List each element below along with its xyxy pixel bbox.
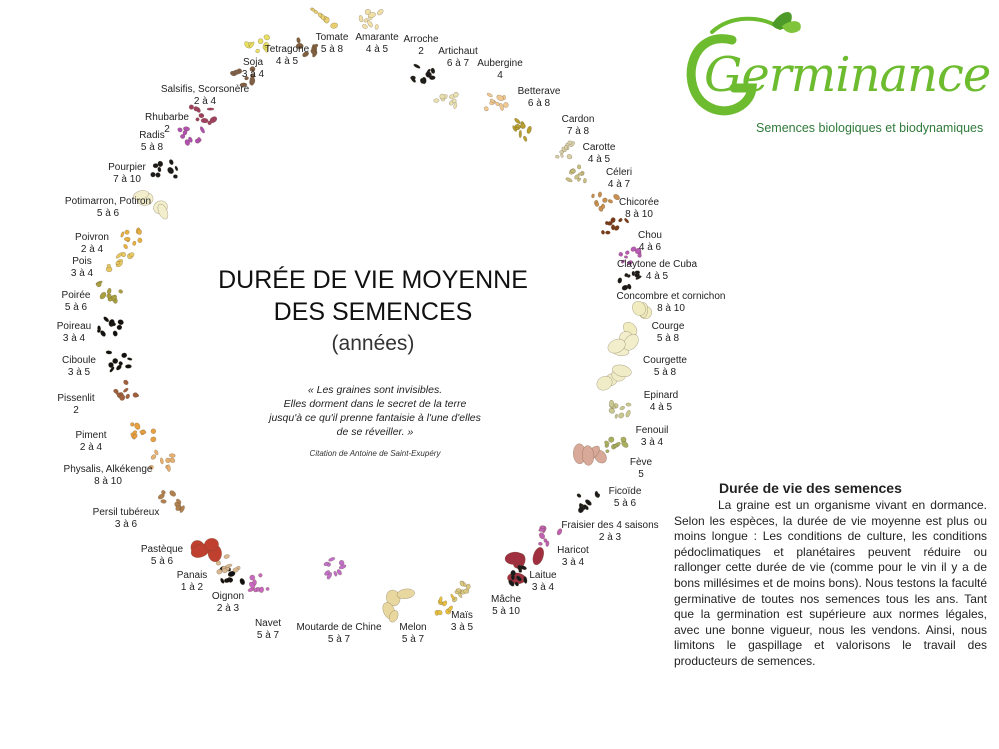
seed [103, 316, 110, 323]
seed-years: 4 à 5 [587, 154, 611, 165]
seed [169, 457, 176, 464]
seed [160, 499, 166, 503]
seed [263, 34, 270, 41]
seed-years: 1 à 2 [180, 582, 204, 593]
seed-label [355, 32, 398, 56]
seed-cluster [380, 588, 415, 624]
seed [626, 403, 631, 407]
seed-name: Piment [75, 430, 107, 441]
seed-label [477, 58, 523, 82]
seed [560, 153, 564, 157]
seed-years: 4 à 5 [645, 271, 669, 282]
seed [257, 38, 263, 45]
seed [376, 8, 384, 16]
seed-cluster [594, 363, 633, 393]
seed-label [652, 321, 685, 345]
seed [625, 410, 631, 418]
logo-vine-top [712, 19, 780, 32]
seed-label [108, 162, 146, 186]
seed-years: 2 à 4 [193, 96, 217, 107]
seed-years: 5 à 8 [653, 367, 677, 378]
seed [328, 556, 336, 562]
seed [598, 192, 602, 198]
seed-label [491, 594, 521, 618]
seed [169, 453, 175, 457]
seed-years: 5 à 7 [401, 634, 425, 645]
seed-years: 2 à 4 [79, 442, 103, 453]
seed [123, 379, 130, 386]
seed-years: 2 [73, 405, 79, 416]
seed-name: Ficoïde [608, 486, 642, 497]
seed-label [141, 544, 183, 568]
seed-years: 2 à 4 [80, 244, 104, 255]
quote-line-3: jusqu'à ce qu'il prenne fantaisie à l'une d'elles [269, 412, 481, 424]
seed [514, 117, 521, 124]
seed-label [644, 390, 678, 414]
brand-name: Germinance [704, 47, 991, 103]
seed-name: Panais [176, 570, 208, 581]
seed [130, 422, 134, 426]
seed-years: 2 [418, 46, 424, 57]
seed-name: Radis [139, 130, 165, 141]
seed-label [529, 570, 556, 594]
seed [118, 289, 123, 294]
seed [107, 264, 111, 267]
seed-cluster [148, 449, 175, 471]
quote-line-4: de se réveiller. » [336, 426, 414, 438]
seed-years: 7 à 8 [566, 126, 590, 137]
seed [168, 159, 174, 165]
seed [255, 49, 260, 54]
seed-cluster [113, 379, 139, 401]
seed-years: 5 à 8 [320, 44, 344, 55]
seed-cluster [604, 436, 630, 453]
seed-name: Fève [629, 457, 653, 468]
seed [433, 98, 439, 103]
seed-years: 6 à 7 [446, 58, 470, 69]
seed-cluster [483, 92, 508, 111]
seed-name: Céleri [605, 167, 633, 178]
seed-cluster [512, 117, 533, 142]
seed [538, 542, 542, 546]
seed [515, 127, 519, 130]
seed [576, 493, 581, 498]
seed-label [255, 618, 281, 642]
seed [157, 167, 161, 172]
info-text: La graine est un organisme vivant en dormance. Selon les espèces, la durée de vie moyenne est plus ou moins longue : Les conditions de culture, les conditions pédoclimatiques et planétaires peuvent réduire ou rallonger cette durée de vie (comme pour le vin il y a de bons millésimes et de moins bons). Nous testons la faculté germinative de toutes nos semences tous les ans. Tant que la germination est supérieure aux normes légales, avec une bonne vigueur, nous les vendons. Ainsi, nous limitons le gaspillage et valorisons le travail des producteurs de semences. [674, 498, 987, 668]
seed [577, 165, 581, 169]
seed-label [75, 430, 106, 454]
seed [239, 578, 246, 586]
seed-years: 8 à 10 [94, 476, 122, 487]
seed [207, 108, 214, 111]
seed-label [71, 256, 93, 280]
seed-label [62, 355, 96, 379]
seed [167, 464, 171, 471]
seed-cluster [157, 489, 185, 513]
seed-years: 2 [164, 124, 170, 135]
seed-label [438, 46, 477, 70]
seed-name: Mâche [490, 594, 522, 605]
seed [531, 546, 546, 566]
seed-cluster [189, 537, 222, 562]
seed-name: Soja [242, 57, 263, 68]
seed-name: Claytone de Cuba [616, 259, 698, 270]
quote-citation: Citation de Antoine de Saint-Exupéry [309, 449, 441, 458]
seed [625, 250, 630, 255]
seed [440, 94, 446, 99]
seed-name: Salsifis, Scorsonère [160, 84, 250, 95]
seed-years: 5 [638, 469, 644, 480]
seed [519, 130, 522, 137]
seed [606, 450, 610, 453]
seed [296, 37, 301, 43]
seed [111, 323, 116, 327]
seed-name: Haricot [557, 545, 589, 556]
title-unit: (années) [331, 332, 415, 355]
seed [127, 357, 132, 360]
page-title [218, 264, 528, 360]
title-line-1: DURÉE DE VIE MOYENNE [218, 266, 528, 294]
seed [169, 489, 177, 497]
seed [138, 238, 143, 243]
seed-name: Cardon [561, 114, 595, 125]
seed-years: 3 à 4 [70, 268, 94, 279]
seed-years: 2 à 3 [598, 532, 622, 543]
seed-years: 8 à 10 [657, 303, 685, 314]
seed-label [65, 196, 151, 220]
seed [112, 330, 118, 337]
seed-years: 3 à 4 [62, 333, 86, 344]
seed-cluster [130, 422, 157, 443]
info-heading: Durée de vie des semences [719, 480, 902, 496]
seed-years: 4 à 7 [607, 179, 631, 190]
seed-cluster [591, 192, 621, 212]
seed-label [75, 232, 109, 256]
seed-label [518, 86, 561, 110]
seed [618, 252, 623, 257]
quote [245, 383, 505, 439]
seed-name: Physalis, Alkékenge [63, 464, 153, 475]
seed [555, 155, 560, 159]
seed [99, 291, 108, 300]
seed-cluster [608, 400, 631, 419]
seed-cluster [247, 573, 269, 593]
seed-label [212, 591, 244, 615]
seed-label [636, 425, 669, 449]
seed-cluster [555, 140, 576, 160]
seed [564, 145, 567, 150]
seed-name: Carotte [582, 142, 616, 153]
seed [199, 126, 205, 134]
seed-cluster [150, 159, 179, 179]
seed [602, 197, 609, 203]
brand-tagline: Semences biologiques et biodynamiques [756, 121, 984, 135]
seed-cluster [106, 251, 135, 272]
seed-name: Fenouil [635, 425, 669, 436]
seed-name: Courgette [643, 355, 687, 366]
seed [107, 288, 112, 295]
seed [133, 392, 138, 397]
seed-name: Courge [651, 321, 685, 332]
seed [153, 163, 158, 167]
seed-years: 5 à 8 [656, 333, 680, 344]
seed [117, 319, 124, 326]
seed-years: 3 à 5 [450, 622, 474, 633]
seed-label [617, 259, 697, 283]
seed [258, 573, 263, 578]
seed-name: Rhubarbe [145, 112, 189, 123]
seed-years: 5 à 6 [150, 556, 174, 567]
seed-years: 8 à 10 [625, 209, 653, 220]
seed-label [561, 520, 658, 544]
seed-name: Pastèque [140, 544, 184, 555]
seed [125, 364, 131, 368]
seed [173, 174, 178, 178]
seed [583, 178, 586, 183]
seed [330, 22, 338, 29]
seed-label [145, 112, 189, 136]
seed-cluster [95, 280, 123, 304]
seed-name: Persil tubéreux [92, 507, 160, 518]
seed-years: 4 [497, 70, 503, 81]
seed-name: Aubergine [477, 58, 523, 69]
seed-name: Oignon [211, 591, 245, 602]
seed [463, 589, 469, 594]
seed-name: Maïs [451, 610, 473, 621]
seed-name: Poivron [75, 232, 109, 243]
seed-cluster [310, 8, 338, 29]
seed-label [617, 291, 726, 315]
seed-label [583, 142, 616, 166]
seed-name: Laitue [529, 570, 557, 581]
seed [124, 230, 129, 235]
seed [565, 177, 573, 183]
seed [605, 231, 610, 234]
seed [201, 118, 208, 123]
seed-years: 5 à 6 [96, 208, 120, 219]
seed [615, 414, 618, 419]
seed-years: 3 à 4 [640, 437, 664, 448]
seed-label [403, 34, 438, 58]
seed-name: Artichaut [438, 46, 478, 57]
seed-label [606, 167, 632, 191]
seed [619, 405, 625, 410]
seed-label [643, 355, 687, 379]
seed [121, 352, 127, 358]
seed-years: 3 à 4 [531, 582, 555, 593]
seed-years: 4 à 5 [649, 402, 673, 413]
seed-label [630, 457, 652, 481]
seed [155, 172, 162, 179]
seed [595, 491, 598, 497]
seed-label [638, 230, 662, 254]
seed [123, 243, 129, 249]
seed-name: Pissenlit [57, 393, 95, 404]
seed-cluster [433, 91, 459, 109]
seed-name: Arroche [403, 34, 439, 45]
seed [233, 567, 239, 572]
seed-years: 3 à 6 [114, 519, 138, 530]
seed-name: Melon [399, 622, 427, 633]
seed [150, 436, 157, 443]
seed-years: 6 à 8 [527, 98, 551, 109]
seed-name: Navet [254, 618, 282, 629]
seed [608, 199, 614, 204]
seed-years: 4 à 6 [638, 242, 662, 253]
seed-cluster [573, 444, 609, 466]
seed-cluster [358, 8, 384, 29]
seed-cluster [120, 227, 142, 249]
seed [223, 554, 230, 559]
seed-cluster [323, 556, 346, 579]
seed [613, 445, 617, 447]
title-line-2: DES SEMENCES [273, 298, 473, 326]
seed-label [557, 545, 589, 569]
seed [618, 412, 626, 419]
seed [117, 325, 122, 330]
seed [601, 230, 605, 235]
seed [523, 135, 528, 142]
quote-line-1: « Les graines sont invisibles. [307, 384, 443, 396]
seed [375, 24, 379, 30]
seed [483, 106, 489, 112]
seed-name: Chicorée [618, 197, 660, 208]
seed-years: 5 à 8 [140, 142, 164, 153]
seed [503, 102, 509, 108]
seed-cluster [97, 316, 125, 338]
seed-name: Ciboule [62, 355, 96, 366]
seed-name: Betterave [517, 86, 561, 97]
seed [442, 600, 448, 607]
seed [137, 229, 142, 235]
seed-label [64, 464, 153, 488]
seed [358, 15, 363, 22]
seed-name: Tetragone [264, 44, 310, 55]
seed-label [316, 32, 349, 56]
seed [199, 113, 205, 118]
seed-label [265, 44, 309, 68]
seed [124, 237, 130, 241]
seed-name: Concombre et cornichon [616, 291, 726, 302]
seed-years: 5 à 6 [613, 498, 637, 509]
seed [511, 575, 515, 580]
seed-years: 3 à 4 [561, 557, 585, 568]
seed-label [619, 197, 659, 221]
seed [265, 587, 269, 591]
seed [413, 63, 421, 69]
quote-line-2: Elles dorment dans le secret de la terre [283, 398, 467, 410]
seed-label [161, 84, 249, 108]
seed-cluster [576, 491, 600, 514]
seed-label [177, 570, 208, 594]
seed-years: 5 à 7 [256, 630, 280, 641]
seed-name: Epinard [643, 390, 679, 401]
seed-years: 7 à 10 [113, 174, 141, 185]
seed [496, 94, 505, 102]
seed [123, 387, 129, 393]
seed [362, 24, 369, 30]
seed [225, 563, 233, 568]
seed-name: Moutarde de Chine [296, 622, 382, 633]
seed-years: 3 à 5 [67, 367, 91, 378]
seed [160, 457, 164, 464]
seed-years: 3 à 4 [241, 69, 265, 80]
seed-label [399, 622, 426, 646]
seed [566, 153, 573, 160]
seed [120, 231, 124, 237]
seed-name: Pourpier [108, 162, 146, 173]
seed-years: 5 à 7 [327, 634, 351, 645]
seed [125, 393, 130, 399]
seed-cluster [565, 165, 586, 183]
seed-cluster [538, 525, 563, 547]
seed-name: Amarante [355, 32, 399, 43]
seed-years: 4 à 5 [365, 44, 389, 55]
seed-years: 2 à 3 [216, 603, 240, 614]
seed-label [451, 610, 473, 634]
seed-label [562, 114, 595, 138]
seed [174, 166, 178, 171]
seed [526, 126, 532, 134]
seed [166, 166, 175, 175]
seed-cluster [410, 63, 435, 84]
seed-years: 5 à 10 [492, 606, 520, 617]
seed-label [57, 393, 94, 417]
seed [150, 428, 156, 434]
seed-name: Tomate [315, 32, 349, 43]
seed-name: Chou [638, 230, 662, 241]
seed [523, 576, 528, 584]
seed-label [296, 622, 381, 646]
seed-cluster [106, 350, 133, 372]
seed-label [62, 290, 91, 314]
seed-label [93, 507, 160, 531]
seed-years: 4 à 5 [275, 56, 299, 67]
seed [106, 350, 112, 354]
seed [220, 578, 225, 584]
seed [624, 256, 628, 259]
seed [134, 422, 142, 430]
seed-label [609, 486, 642, 510]
seed-name: Fraisier des 4 saisons [561, 520, 659, 531]
seed [591, 194, 595, 199]
seed [195, 117, 200, 122]
seed-name: Poireau [56, 321, 92, 332]
seed-name: Poirée [61, 290, 91, 301]
seed-label [242, 57, 264, 81]
seed-name: Pois [72, 256, 92, 267]
seed [486, 92, 492, 97]
seed-label [57, 321, 91, 345]
seed [233, 70, 240, 75]
seed-years: 5 à 6 [64, 302, 88, 313]
seed [132, 241, 136, 246]
seed-name: Potimarron, Potiron [64, 196, 152, 207]
seed [116, 261, 120, 264]
